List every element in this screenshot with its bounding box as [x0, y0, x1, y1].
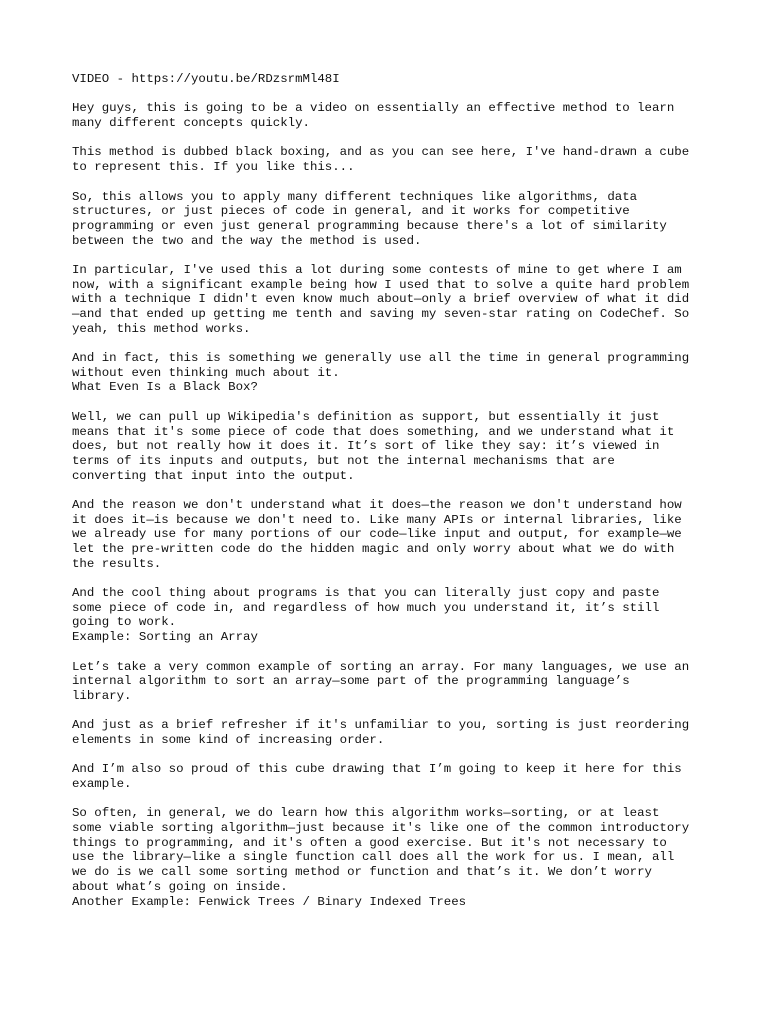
text-line: Hey guys, this is going to be a video on essentially an effective method to learn	[72, 101, 675, 116]
text-line: In particular, I've used this a lot during some contests of mine to get where I am	[72, 262, 682, 277]
heading-line: What Even Is a Black Box?	[72, 380, 258, 395]
text-line: example.	[72, 777, 132, 791]
text-line: programming or even just general programming because there's a lot of similarity	[72, 218, 667, 233]
text-line: And just as a brief refresher if it's unfamiliar to you, sorting is just reordering	[72, 718, 690, 733]
refresher-paragraph	[72, 718, 712, 747]
text-line: So often, in general, we do learn how this algorithm works—sorting, or at least	[72, 806, 660, 821]
text-line: with a technique I didn't even know much about—only a brief overview of what it did	[72, 292, 690, 307]
text-line: And the cool thing about programs is that you can literally just copy and paste	[72, 586, 660, 601]
general-use-paragraph	[72, 351, 712, 380]
text-line: many different concepts quickly.	[72, 116, 310, 131]
wikipedia-paragraph	[72, 410, 712, 483]
text-line: does, but not really how it does it. It’s sort of like they say: it’s viewed in	[72, 439, 660, 454]
text-line: it does it—is because we don't need to. Like many APIs or internal libraries, like	[72, 512, 682, 527]
text-line: library.	[72, 688, 132, 703]
text-line: about what’s going on inside.	[72, 879, 288, 894]
text-line: now, with a significant example being how I used that to solve a quite hard problem	[72, 277, 690, 292]
black-boxing-paragraph	[72, 145, 712, 174]
text-line: let the pre-written code do the hidden magic and only worry about what we do with	[72, 542, 675, 556]
text-line: And I’m also so proud of this cube drawing that I’m going to keep it here for this	[72, 762, 682, 777]
text-line: internal algorithm to sort an array—some part of the programming language’s	[72, 674, 630, 689]
heading-line: Example: Sorting an Array	[72, 630, 258, 645]
section-heading-fenwick	[72, 895, 712, 910]
text-line: to represent this. If you like this...	[72, 160, 355, 175]
text-line: some viable sorting algorithm—just because it's like one of the common introductory	[72, 821, 690, 836]
section-heading-sorting	[72, 630, 712, 645]
text-line: means that it's some piece of code that does something, and we understand what it	[72, 424, 675, 439]
library-call-paragraph	[72, 806, 712, 894]
intro-paragraph	[72, 101, 712, 130]
section-heading-black-box	[72, 380, 712, 395]
text-line: —and that ended up getting me tenth and saving my seven-star rating on CodeChef. So	[72, 307, 690, 321]
heading-line: Another Example: Fenwick Trees / Binary Indexed Trees	[72, 894, 467, 909]
sorting-example-paragraph	[72, 660, 712, 704]
text-line: And the reason we don't understand what it does—the reason we don't understand how	[72, 497, 682, 512]
text-line: the results.	[72, 556, 162, 571]
text-line: without even thinking much about it.	[72, 365, 340, 380]
text-line: Well, we can pull up Wikipedia's definition as support, but essentially it just	[72, 409, 660, 424]
text-line: structures, or just pieces of code in general, and it works for competitive	[72, 204, 630, 219]
text-line: some piece of code in, and regardless of how much you understand it, it’s still	[72, 600, 660, 615]
text-line: we do is we call some sorting method or function and that’s it. We don’t worry	[72, 865, 652, 880]
contests-paragraph	[72, 263, 712, 336]
reason-paragraph	[72, 498, 712, 571]
cube-drawing-paragraph	[72, 762, 712, 791]
text-line: terms of its inputs and outputs, but not the internal mechanisms that are	[72, 453, 615, 468]
text-line: we already use for many portions of our code—like input and output, for example—we	[72, 527, 682, 542]
video-link-paragraph	[72, 72, 712, 87]
techniques-paragraph	[72, 190, 712, 249]
text-line: converting that input into the output.	[72, 468, 355, 483]
document-page	[72, 72, 712, 909]
text-line: yeah, this method works.	[72, 321, 251, 336]
text-line: use the library—like a single function call does all the work for us. I mean, all	[72, 850, 675, 865]
text-line: going to work.	[72, 615, 177, 630]
text-line: elements in some kind of increasing order.	[72, 732, 385, 747]
text-line: So, this allows you to apply many different techniques like algorithms, data	[72, 189, 638, 204]
video-link[interactable]: VIDEO - https://youtu.be/RDzsrmMl48I	[72, 72, 340, 86]
copy-paste-paragraph	[72, 586, 712, 630]
text-line: between the two and the way the method is used.	[72, 233, 422, 248]
text-line: things to programming, and it's often a good exercise. But it's not necessary to	[72, 835, 667, 850]
text-line: This method is dubbed black boxing, and as you can see here, I've hand-drawn a cube	[72, 145, 690, 160]
text-line: Let’s take a very common example of sorting an array. For many languages, we use an	[72, 659, 690, 674]
text-line: And in fact, this is something we generally use all the time in general programming	[72, 351, 690, 366]
